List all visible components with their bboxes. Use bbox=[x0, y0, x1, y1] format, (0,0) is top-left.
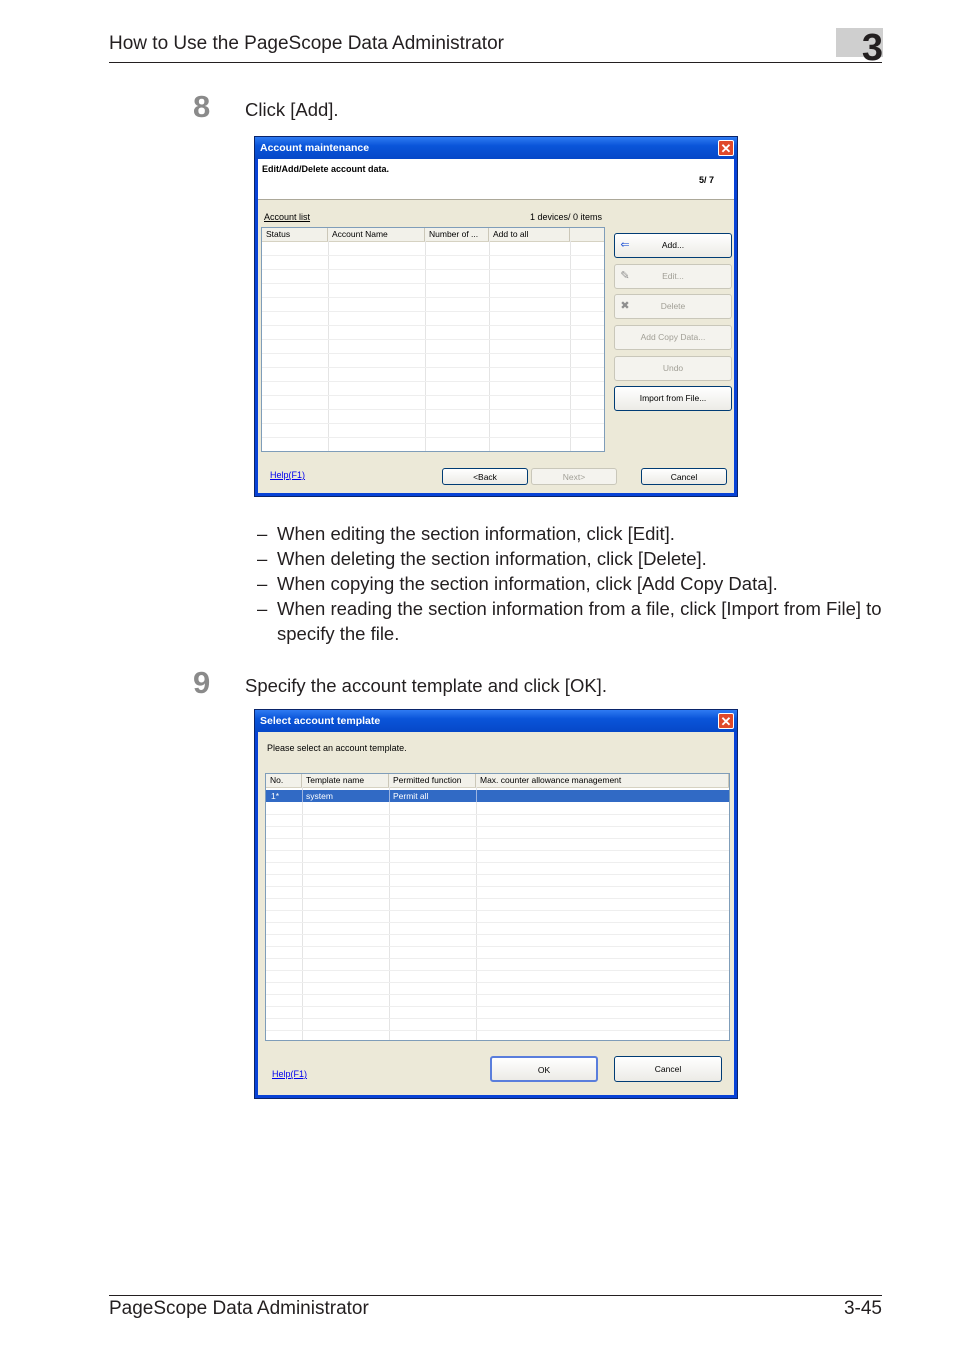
table-row bbox=[262, 311, 604, 312]
table-row bbox=[262, 437, 604, 438]
table-row bbox=[266, 874, 729, 875]
step-8-text: Click [Add]. bbox=[245, 99, 339, 120]
page-number: 3-45 bbox=[843, 1298, 882, 1319]
table-row bbox=[262, 423, 604, 424]
account-list-table[interactable] bbox=[261, 227, 605, 452]
table-row bbox=[262, 283, 604, 284]
list-item: – When copying the section information, click [Add Copy Data]. bbox=[257, 573, 778, 594]
account-maintenance-dialog bbox=[254, 136, 738, 497]
table-row bbox=[262, 339, 604, 340]
dialog-titlebar bbox=[255, 710, 737, 732]
table-row bbox=[266, 814, 729, 815]
dialog-client bbox=[258, 159, 734, 493]
step-9-text: Specify the account template and click [OK]. bbox=[245, 675, 607, 696]
dialog-client bbox=[258, 732, 734, 1095]
table-row bbox=[262, 297, 604, 298]
page-counter: 5/ 7 bbox=[699, 175, 715, 185]
table-row bbox=[266, 826, 729, 827]
ok-button[interactable]: OK bbox=[490, 1056, 598, 1082]
table-row bbox=[262, 395, 604, 396]
dialog-titlebar bbox=[255, 137, 737, 159]
table-row bbox=[266, 898, 729, 899]
back-button[interactable]: <Back bbox=[442, 468, 528, 485]
column-header-no[interactable]: No. bbox=[266, 774, 302, 787]
step-8-number: 8 bbox=[193, 89, 211, 124]
edit-button-label: Edit... bbox=[662, 271, 684, 281]
add-button[interactable] bbox=[614, 233, 732, 258]
close-icon[interactable]: ✕ bbox=[718, 140, 734, 156]
table-row bbox=[262, 353, 604, 354]
table-row bbox=[266, 934, 729, 935]
list-item: – When editing the section information, click [Edit]. bbox=[257, 523, 675, 544]
list-item: – When deleting the section information, click [Delete]. bbox=[257, 548, 707, 569]
help-link[interactable]: Help(F1) bbox=[270, 470, 306, 480]
wizard-banner bbox=[258, 159, 734, 200]
cancel-button[interactable]: Cancel bbox=[641, 468, 727, 485]
add-copy-data-button[interactable] bbox=[614, 325, 732, 350]
bullet-list bbox=[257, 521, 887, 646]
table-header bbox=[266, 774, 729, 788]
row-template-name: system bbox=[306, 791, 333, 801]
table-row bbox=[266, 958, 729, 959]
column-header-add-to-all[interactable]: Add to all bbox=[489, 228, 570, 241]
table-row bbox=[266, 982, 729, 983]
table-row bbox=[262, 381, 604, 382]
table-row bbox=[266, 1030, 729, 1031]
list-item: – When reading the section information from a file, click [Import from File] to specify the file. bbox=[257, 598, 882, 644]
undo-button[interactable] bbox=[614, 356, 732, 381]
footer-rule bbox=[109, 1295, 882, 1296]
step-9-number: 9 bbox=[193, 665, 211, 700]
undo-label: Undo bbox=[662, 363, 684, 373]
header-rule bbox=[109, 62, 882, 63]
edit-icon: ✎ bbox=[620, 270, 630, 282]
delete-button-label: Delete bbox=[660, 301, 686, 311]
column-header-max-counter[interactable]: Max. counter allowance management bbox=[476, 774, 729, 787]
table-row-selected[interactable] bbox=[266, 790, 729, 802]
edit-button[interactable] bbox=[614, 264, 732, 289]
table-row bbox=[266, 850, 729, 851]
device-item-count: 1 devices/ 0 items bbox=[530, 212, 603, 222]
import-from-file-button[interactable] bbox=[614, 386, 732, 411]
close-icon[interactable]: ✕ bbox=[718, 713, 734, 729]
table-row bbox=[266, 970, 729, 971]
running-header-title: How to Use the PageScope Data Administrator bbox=[109, 33, 504, 54]
import-from-file-label: Import from File... bbox=[639, 393, 707, 403]
add-icon: ⇐ bbox=[620, 239, 630, 251]
column-header-template-name[interactable]: Template name bbox=[302, 774, 389, 787]
chapter-number: 3 bbox=[861, 27, 883, 69]
table-row bbox=[262, 409, 604, 410]
add-button-label: Add... bbox=[661, 240, 685, 250]
help-link[interactable]: Help(F1) bbox=[272, 1069, 308, 1079]
column-header-account-name[interactable]: Account Name bbox=[328, 228, 425, 241]
select-account-template-dialog bbox=[254, 709, 738, 1099]
template-table[interactable] bbox=[265, 773, 730, 1041]
table-row bbox=[266, 886, 729, 887]
table-row bbox=[266, 922, 729, 923]
template-prompt: Please select an account template. bbox=[267, 743, 407, 753]
table-row bbox=[262, 255, 604, 256]
column-header-permitted-function[interactable]: Permitted function bbox=[389, 774, 476, 787]
dialog-title: Select account template bbox=[260, 715, 381, 727]
next-button[interactable]: Next> bbox=[531, 468, 617, 485]
table-row bbox=[262, 269, 604, 270]
row-no: 1* bbox=[271, 791, 280, 801]
table-row bbox=[266, 838, 729, 839]
table-row bbox=[262, 367, 604, 368]
table-row bbox=[262, 325, 604, 326]
table-row bbox=[266, 862, 729, 863]
table-header bbox=[262, 228, 604, 242]
add-copy-data-label: Add Copy Data... bbox=[640, 332, 706, 342]
table-row bbox=[266, 1018, 729, 1019]
table-row bbox=[266, 910, 729, 911]
delete-icon: ✖ bbox=[620, 300, 630, 312]
dialog-title: Account maintenance bbox=[260, 142, 370, 154]
column-header-status[interactable]: Status bbox=[262, 228, 328, 241]
account-list-label: Account list bbox=[264, 212, 311, 222]
wizard-heading: Edit/Add/Delete account data. bbox=[262, 164, 390, 174]
table-row bbox=[266, 1006, 729, 1007]
table-row bbox=[266, 946, 729, 947]
footer-title: PageScope Data Administrator bbox=[109, 1298, 369, 1319]
table-row bbox=[266, 994, 729, 995]
column-header-number[interactable]: Number of ... bbox=[425, 228, 489, 241]
row-permitted-function: Permit all bbox=[393, 791, 429, 801]
delete-button[interactable] bbox=[614, 294, 732, 319]
cancel-button[interactable]: Cancel bbox=[614, 1056, 722, 1082]
